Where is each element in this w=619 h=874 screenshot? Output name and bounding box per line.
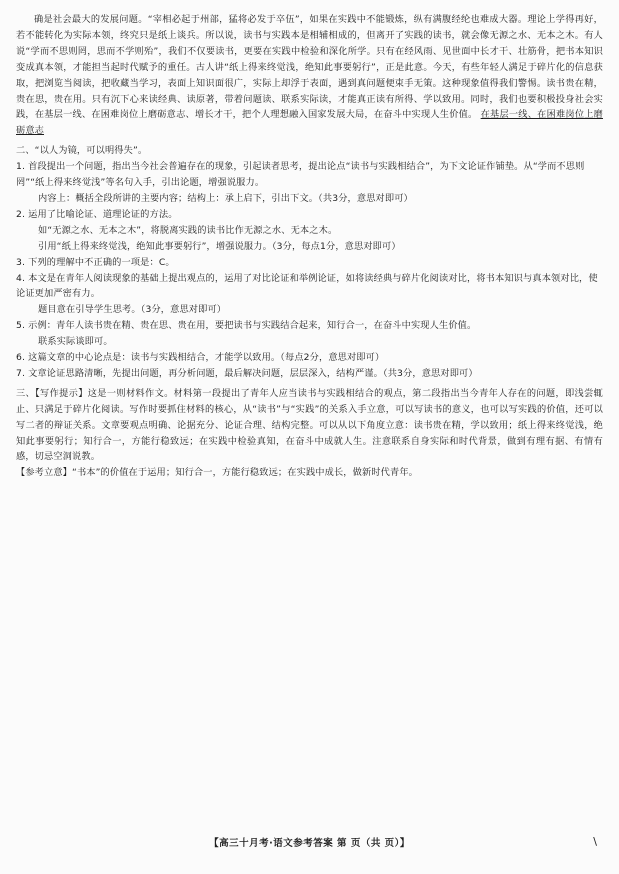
answer-item: 7. 文章论证思路清晰，先提出问题，再分析问题，最后解决问题，层层深入，结构严谨。（共3分，意思对即可） [16, 367, 478, 379]
answer-subline: 题目意在引导学生思考。（3分，意思对即可） [38, 304, 227, 316]
passage-paragraph [16, 12, 603, 139]
answer-subline: 如“无源之水、无本之木”，将脱离实践的读书比作无源之水、无本之木。 [38, 224, 338, 236]
page-footer: 【高三十月考·语文参考答案 第 页（共 页）】 [209, 838, 410, 849]
answer-item: 6. 这篇文章的中心论点是：读书与实践相结合，才能学以致用。（每点2分，意思对即可） [16, 352, 385, 364]
answer-item: 4. 本文是在青年人阅读现象的基础上提出观点的，运用了对比论证和举例论证，如将读经典与碎片化阅读对比，将书本知识与真本领对比，使论证更加严密有力。 [16, 272, 598, 300]
writing-label: 三、【写作提示】 [16, 387, 88, 399]
reference-text: “书本”的价值在于运用；知行合一，方能行稳致远；在实践中成长，做新时代青年。 [72, 467, 418, 479]
section-heading: 二、“以人为镜，可以明得失”。 [16, 145, 148, 157]
answer-subline: 联系实际谈即可。 [38, 336, 113, 348]
answer-list [16, 159, 603, 382]
answer-item: 5. 示例：青年人读书贵在精、贵在思、贵在用，要把读书与实践结合起来，知行合一，在奋斗中实现人生价值。 [16, 320, 477, 332]
answer-subline: 引用“纸上得来终觉浅，绝知此事要躬行”，增强说服力。（3分，每点1分，意思对即可） [38, 240, 401, 252]
passage-text: 确是社会最大的发展问题。“宰相必起于州部，猛将必发于卒伍”，如果在实践中不能锻炼，纵有满腹经纶也难成大器。理论上学得再好，若不能转化为实际本领，终究只是纸上谈兵。所以说，读书与实践本是相辅相成的，但离开了实践的读书，就会像无源之水、无本之木。有人说“学而不思则罔，思而不学则殆”，我们不仅要读书，更要在实践中检验和深化所学。只有在经风雨、见世面中长才干、壮筋骨，把书本知识变成真本领，才能担当起时代赋予的重任。古人讲“纸上得来终觉浅，绝知此事要躬行”，正是此意。今天，有些年轻人满足于碎片化的信息获取，把浏览当阅读，把收藏当学习，表面上知识面很广，实际上却浮于表面，遇到真问题便束手无策。这种现象值得我们警惕。读书贵在精，贵在思，贵在用。只有沉下心来读经典、读原著，带着问题读、联系实际读，才能真正读有所得、学以致用。同时，我们也要积极投身社会实践，在基层一线、在困难岗位上磨砺意志、增长才干，把个人理想融入国家发展大局，在奋斗中实现人生价值。 [16, 14, 603, 121]
writing-text: 这是一则材料作文。材料第一段提出了青年人应当读书与实践相结合的观点，第二段指出当今青年人存在的问题，即浅尝辄止、只满足于碎片化阅读。写作时要抓住材料的核心，从“读书”与“实践”的关系入手立意，可以写读书的意义，也可以写实践的价值，还可以写二者的辩证关系。文章要观点明确、论据充分、论证合理、结构完整。可以从以下角度立意：读书贵在精，学以致用；纸上得来终觉浅，绝知此事要躬行；知行合一，方能行稳致远；在实践中检验真知，在奋斗中成就人生。注意联系自身实际和时代背景，做到有理有据、有情有感，切忌空洞说教。 [16, 387, 603, 463]
writing-paragraph [16, 386, 603, 466]
answer-subline: 内容上：概括全段所讲的主要内容；结构上：承上启下，引出下文。（共3分，意思对即可） [38, 192, 413, 204]
reference-label: 【参考立意】 [16, 467, 73, 479]
answer-item: 3. 下列的理解中不正确的一项是：C。 [16, 256, 175, 268]
answer-item: 2. 运用了比喻论证、道理论证的方法。 [16, 208, 178, 220]
corner-mark: \ [593, 835, 597, 848]
underlined-phrase: 在基层一线、在困难岗位上磨砺意志 [16, 109, 603, 137]
answer-item: 1. 首段提出一个问题，指出当今社会普遍存在的现象，引起读者思考，提出论点“读书与实践相结合”，为下文论证作铺垫。从“学而不思则罔”“纸上得来终觉浅”等名句入手，引出论题，增强说服力。 [16, 161, 585, 189]
reference-line [16, 465, 603, 481]
